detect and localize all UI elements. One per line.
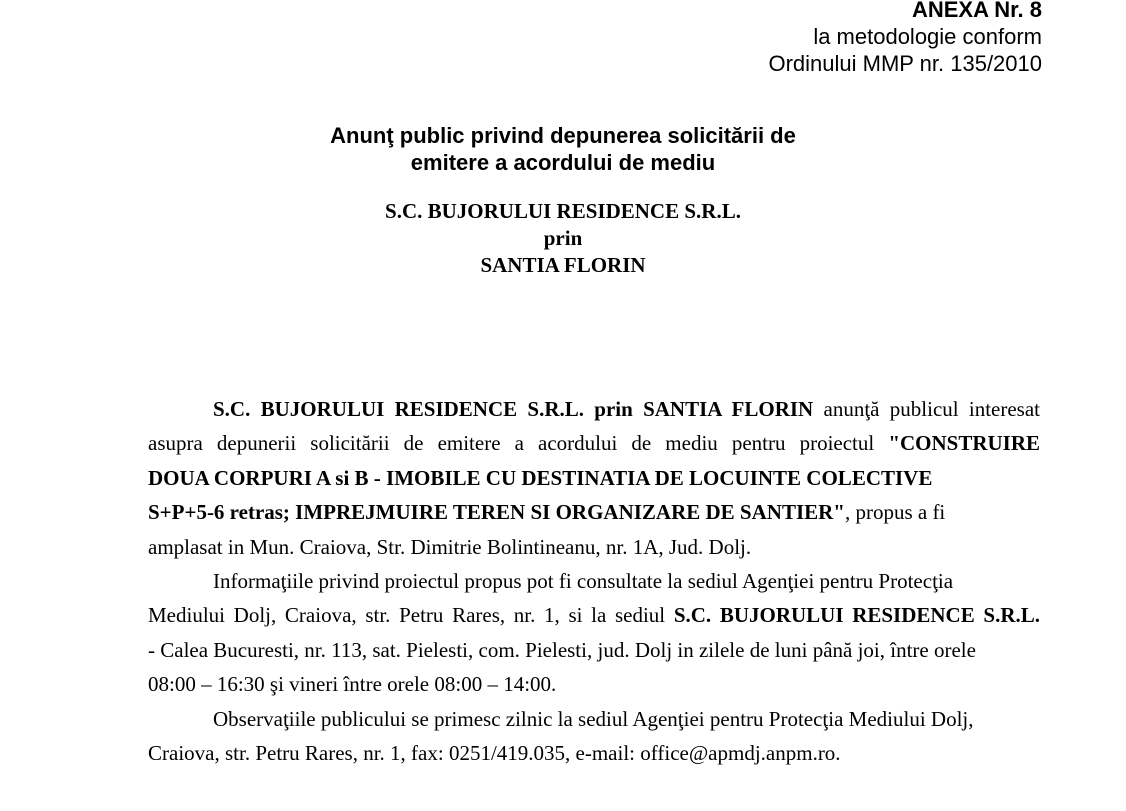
p2-company-bold: S.C. BUJORULUI RESIDENCE S.R.L. [673,603,1041,628]
title-line-2: emitere a acordului de mediu [410,150,716,175]
company-representative: SANTIA FLORIN [480,253,646,277]
annex-order-ref: Ordinului MMP nr. 135/2010 [768,51,1042,76]
p1-proposed-text: , propus a fi [844,500,946,525]
annex-number: ANEXA Nr. 8 [911,0,1042,22]
p1-project-end: S+P+5-6 retras; IMPREJMUIRE TEREN SI ORGANIZARE DE SANTIER" [148,500,845,525]
p3-line-1: Observaţiile publicului se primesc zilnic la sediul Agenţiei pentru Protecţia Mediului Dolj, [213,706,974,731]
company-block [0,198,1126,279]
p2-line-2 [148,598,1040,632]
title-line-1: Anunţ public privind depunerea solicitării de [330,123,796,148]
p3-line-2: Craiova, str. Petru Rares, nr. 1, fax: 0251/419.035, e-mail: office@apmdj.anpm.ro. [148,741,841,766]
p2-line-1: Informaţiile privind proiectul propus pot fi consultate la sediul Agenţiei pentru Protecţia [213,569,954,594]
p1-line-3: DOUA CORPURI A si B - IMOBILE CU DESTINATIA DE LOCUINTE COLECTIVE [148,465,933,490]
annex-methodology: la metodologie conform [813,24,1042,49]
company-prin: prin [543,226,583,250]
annex-header [768,0,1042,77]
p1-line-5: amplasat in Mun. Craiova, Str. Dimitrie Bolintineanu, nr. 1A, Jud. Dolj. [148,534,752,559]
p1-line-1 [148,392,1040,426]
company-name: S.C. BUJORULUI RESIDENCE S.R.L. [385,199,741,223]
p1-line-2 [148,426,1040,460]
p2-line-4: 08:00 – 16:30 şi vineri între orele 08:00 – 14:00. [148,672,557,697]
p1-line-4 [148,495,1040,529]
p1-announce-text: anunţă publicul interesat [823,397,1041,421]
p1-request-text: asupra depunerii solicitării de emitere a acordului de mediu pentru proiectul [148,431,875,456]
p1-project-start: "CONSTRUIRE [888,431,1041,456]
p2-line-3: - Calea Bucuresti, nr. 113, sat. Pielesti, com. Pielesti, jud. Dolj in zilele de luni până joi, între orele [148,637,976,662]
p1-company-bold: S.C. BUJORULUI RESIDENCE S.R.L. prin SANTIA FLORIN [213,397,814,421]
document-title [0,122,1126,176]
p2-location-text: Mediului Dolj, Craiova, str. Petru Rares, nr. 1, si la sediul [148,603,666,628]
document-body [148,392,1040,770]
